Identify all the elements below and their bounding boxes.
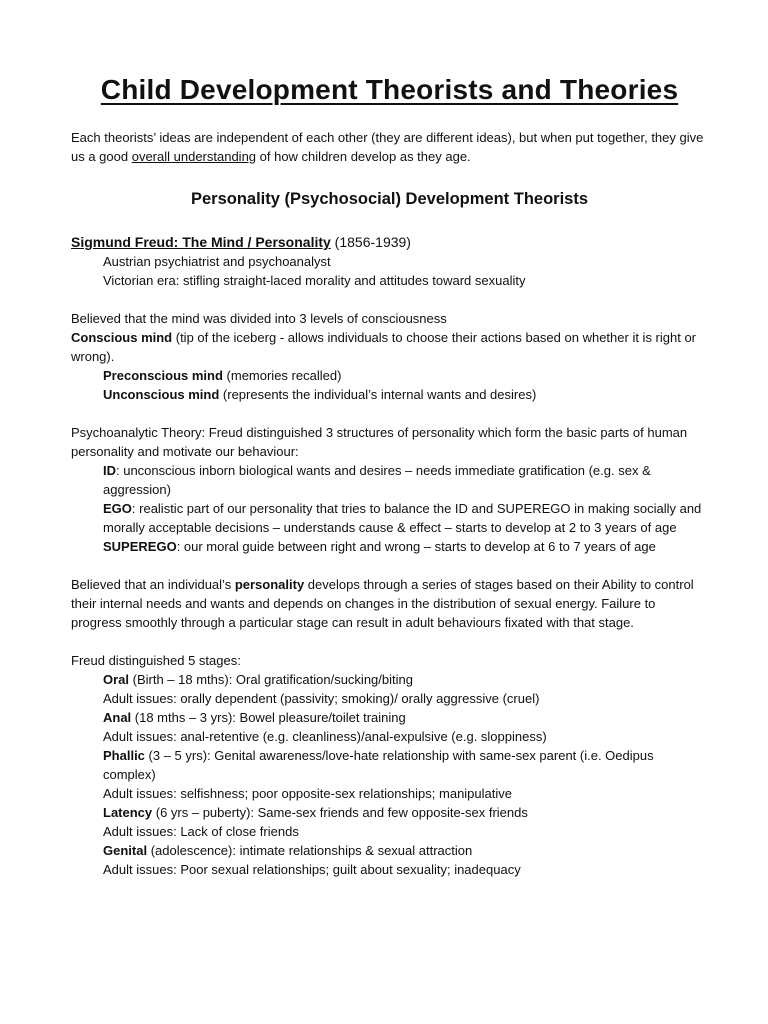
- structure-desc: : our moral guide between right and wrong – starts to develop at 6 to 7 years of age: [176, 539, 656, 554]
- stage-desc: (adolescence): intimate relationships & sexual attraction: [147, 843, 473, 858]
- structure-item: [71, 499, 708, 537]
- intro-text-end: of how children develop as they age.: [256, 149, 471, 164]
- stage-item: [71, 670, 708, 689]
- freud-years: (1856-1939): [330, 234, 411, 250]
- structure-desc: : realistic part of our personality that tries to balance the ID and SUPEREGO in making socially and morally acceptable decisions – understands cause & effect – starts to develop at 2 to 3 years of age: [103, 501, 702, 535]
- unconscious-line: [71, 385, 708, 404]
- unconscious-term: Unconscious mind: [103, 387, 220, 402]
- stage-item: [71, 746, 708, 784]
- structure-item: [71, 461, 708, 499]
- preconscious-line: [71, 366, 708, 385]
- consciousness-intro: Believed that the mind was divided into 3 levels of consciousness: [71, 311, 447, 326]
- structure-term: EGO: [103, 501, 132, 516]
- structure-term: ID: [103, 463, 116, 478]
- conscious-desc: (tip of the iceberg - allows individuals to choose their actions based on whether it is right or wrong).: [71, 330, 697, 364]
- stage-desc: (18 mths – 3 yrs): Bowel pleasure/toilet training: [131, 710, 406, 725]
- preconscious-desc: (memories recalled): [222, 368, 342, 383]
- stage-term: Latency: [103, 805, 153, 820]
- freud-name: Sigmund Freud: The Mind / Personality: [71, 234, 331, 250]
- intro-text: Each theorists’ ideas are independent of each other (they are different ideas), but when put together, they give us a good: [71, 130, 704, 164]
- stage-item: [71, 841, 708, 860]
- unconscious-desc: (represents the individual’s internal wants and desires): [219, 387, 537, 402]
- personality-after: develops through a series of stages based on their Ability to control their internal needs and wants and depends on changes in the distribution of sexual energy. Failure to progress smoothly through a particular stage can result in adult behaviours fixated with that stage.: [71, 577, 694, 630]
- personality-term: personality: [234, 577, 305, 592]
- structure-term: SUPEREGO: [103, 539, 177, 554]
- stage-desc: (Birth – 18 mths): Oral gratification/sucking/biting: [129, 672, 413, 687]
- freud-heading: [71, 232, 708, 252]
- structure-desc: : unconscious inborn biological wants and desires – needs immediate gratification (e.g. sex & aggression): [103, 463, 651, 497]
- personality-paragraph: [71, 575, 708, 632]
- stage-term: Genital: [103, 843, 148, 858]
- freud-bio-line: Victorian era: stifling straight-laced morality and attitudes toward sexuality: [103, 273, 526, 288]
- stage-adult-issues: Adult issues: Poor sexual relationships; guilt about sexuality; inadequacy: [103, 862, 521, 877]
- stage-item: [71, 803, 708, 822]
- stage-desc: (6 yrs – puberty): Same-sex friends and few opposite-sex friends: [152, 805, 528, 820]
- intro-underlined: overall understanding: [131, 149, 257, 164]
- conscious-mind-line: [71, 328, 708, 366]
- stage-adult-issues: Adult issues: selfishness; poor opposite-sex relationships; manipulative: [103, 786, 512, 801]
- preconscious-term: Preconscious mind: [103, 368, 223, 383]
- stage-adult-issues: Adult issues: anal-retentive (e.g. cleanliness)/anal-expulsive (e.g. sloppiness): [103, 729, 547, 744]
- section-heading: Personality (Psychosocial) Development Theorists: [190, 190, 589, 208]
- freud-bio-line: Austrian psychiatrist and psychoanalyst: [103, 254, 331, 269]
- psychoanalytic-intro: Psychoanalytic Theory: Freud distinguished 3 structures of personality which form the basic parts of human personality and motivate our behaviour:: [71, 425, 688, 459]
- stage-term: Anal: [103, 710, 132, 725]
- stage-term: Phallic: [103, 748, 145, 763]
- stage-term: Oral: [103, 672, 130, 687]
- personality-before: Believed that an individual’s: [71, 577, 235, 592]
- structure-item: [71, 537, 708, 556]
- intro-paragraph: [71, 128, 708, 166]
- page-title: Child Development Theorists and Theories: [100, 74, 679, 105]
- stage-item: [71, 708, 708, 727]
- stages-intro: Freud distinguished 5 stages:: [71, 653, 241, 668]
- conscious-term: Conscious mind: [71, 330, 173, 345]
- stage-adult-issues: Adult issues: Lack of close friends: [103, 824, 299, 839]
- stage-desc: (3 – 5 yrs): Genital awareness/love-hate relationship with same-sex parent (i.e. Oedipus complex): [103, 748, 654, 782]
- stage-adult-issues: Adult issues: orally dependent (passivity; smoking)/ orally aggressive (cruel): [103, 691, 540, 706]
